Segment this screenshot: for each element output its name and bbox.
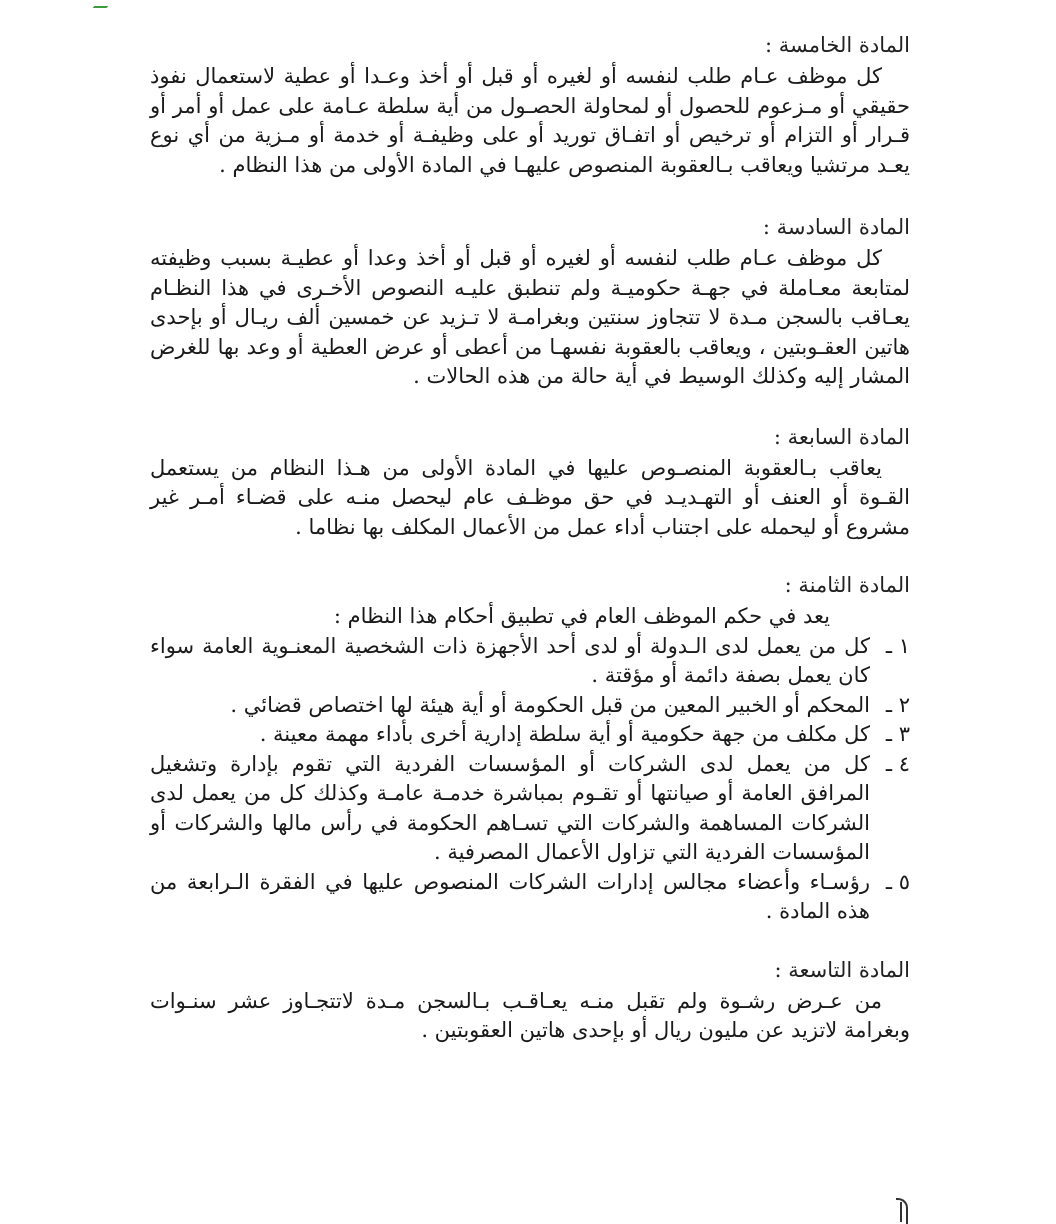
document-body	[150, 28, 910, 1074]
article-items-list	[150, 632, 910, 927]
article-7	[150, 420, 910, 543]
list-item-number: ٥ ـ	[885, 869, 910, 894]
article-5	[150, 28, 910, 180]
list-item-text: كل من يعمل لدى الشركات أو المؤسسات الفردية التي تقوم بإدارة وتشغيل المرافق العامة أو صيانتها أو تقـوم بمباشرة خدمـة عامـة وكذلك كل من يعمل لدى الشركات المساهمة والشركات التي تسـاهم الحكومة في رأس مالها والشركات أو المؤسسات الفردية التي تزاول الأعمال المصرفية .	[150, 751, 870, 864]
article-intro: يعد في حكم الموظف العام في تطبيق أحكام هذا النظام :	[333, 604, 830, 628]
list-item-number: ٤ ـ	[885, 751, 910, 776]
article-text: من عـرض رشـوة ولم تقبل منـه يعـاقـب بـالسجن مـدة لاتتجـاوز عشر سنـوات وبغرامة لاتزيد عن مليون ريال أو بإحدى هاتين العقوبتين .	[150, 988, 910, 1042]
list-item-text: كل من يعمل لدى الـدولة أو لدى أحد الأجهزة ذات الشخصية المعنـوية العامة سواء كان يعمل بصفة دائمة أو مؤقتة .	[150, 633, 870, 687]
list-item-text: رؤسـاء وأعضاء مجالس إدارات الشركات المنصوص عليها في الفقرة الـرابعة من هذه المادة .	[150, 869, 870, 923]
list-item-text: كل مكلف من جهة حكومية أو أية سلطة إدارية أخرى بأداء مهمة معينة .	[259, 722, 870, 746]
article-title: المادة السابعة :	[773, 424, 910, 449]
page-edge-mark	[896, 1198, 908, 1224]
corner-mark	[93, 0, 114, 8]
article-text: يعاقب بـالعقوبة المنصـوص عليها في المادة الأولى من هـذا النظام من يستعمل القـوة أو العنف أو التهـديـد في حق موظـف عام ليحصل منـه على قضـاء أمـر غير مشروع أو ليحمله على اجتناب أداء عمل من الأعمال المكلف بها نظاما .	[150, 455, 910, 539]
list-item	[150, 720, 910, 750]
list-item	[150, 632, 910, 691]
article-title: المادة التاسعة :	[774, 957, 910, 982]
list-item	[150, 868, 910, 927]
list-item-number: ٣ ـ	[885, 722, 910, 746]
list-item-number: ١ ـ	[885, 633, 910, 658]
article-8	[150, 568, 910, 927]
article-title: المادة السادسة :	[762, 215, 910, 239]
list-item-text: المحكم أو الخبير المعين من قبل الحكومة أو أية هيئة لها اختصاص قضائي .	[230, 692, 870, 717]
article-6	[150, 210, 910, 392]
article-title: المادة الثامنة :	[784, 573, 910, 597]
article-text: كل موظف عـام طلب لنفسه أو لغيره أو قبل أو أخذ وعـدا أو عطية لاستعمال نفوذ حقيقي أو مـزعوم للحصول أو لمحاولة الحصـول من أية سلطة عـامة على عمل أو أمر أو قـرار أو التزام أو ترخيص أو اتفـاق توريد أو على وظيفـة أو خدمة أو مـزية من أي نوع يعـد مرتشيا ويعاقب بـالعقوبة المنصوص عليهـا في المادة الأولى من هذا النظام .	[150, 64, 910, 177]
list-item	[150, 691, 910, 721]
list-item-number: ٢ ـ	[885, 692, 910, 717]
article-text: كل موظف عـام طلب لنفسه أو لغيره أو قبل أو أخذ وعدا أو عطيـة بسبب وظيفته لمتابعة معـاملة في جهـة حكوميـة ولم تنطبق عليـه النصوص الأخـرى في هذا النظـام يعـاقب بالسجن مـدة لا تتجاوز سنتين وبغرامـة لا تـزيد عن خمسين ألف ريـال أو بإحدى هاتين العقـوبتين ، ويعاقب بالعقوبة نفسهـا من أعطى أو عرض العطية أو وعد بها للغرض المشار إليه وكذلك الوسيط في أية حالة من هذه الحالات .	[150, 246, 910, 388]
article-9	[150, 953, 910, 1046]
article-title: المادة الخامسة :	[765, 33, 910, 57]
list-item	[150, 750, 910, 868]
